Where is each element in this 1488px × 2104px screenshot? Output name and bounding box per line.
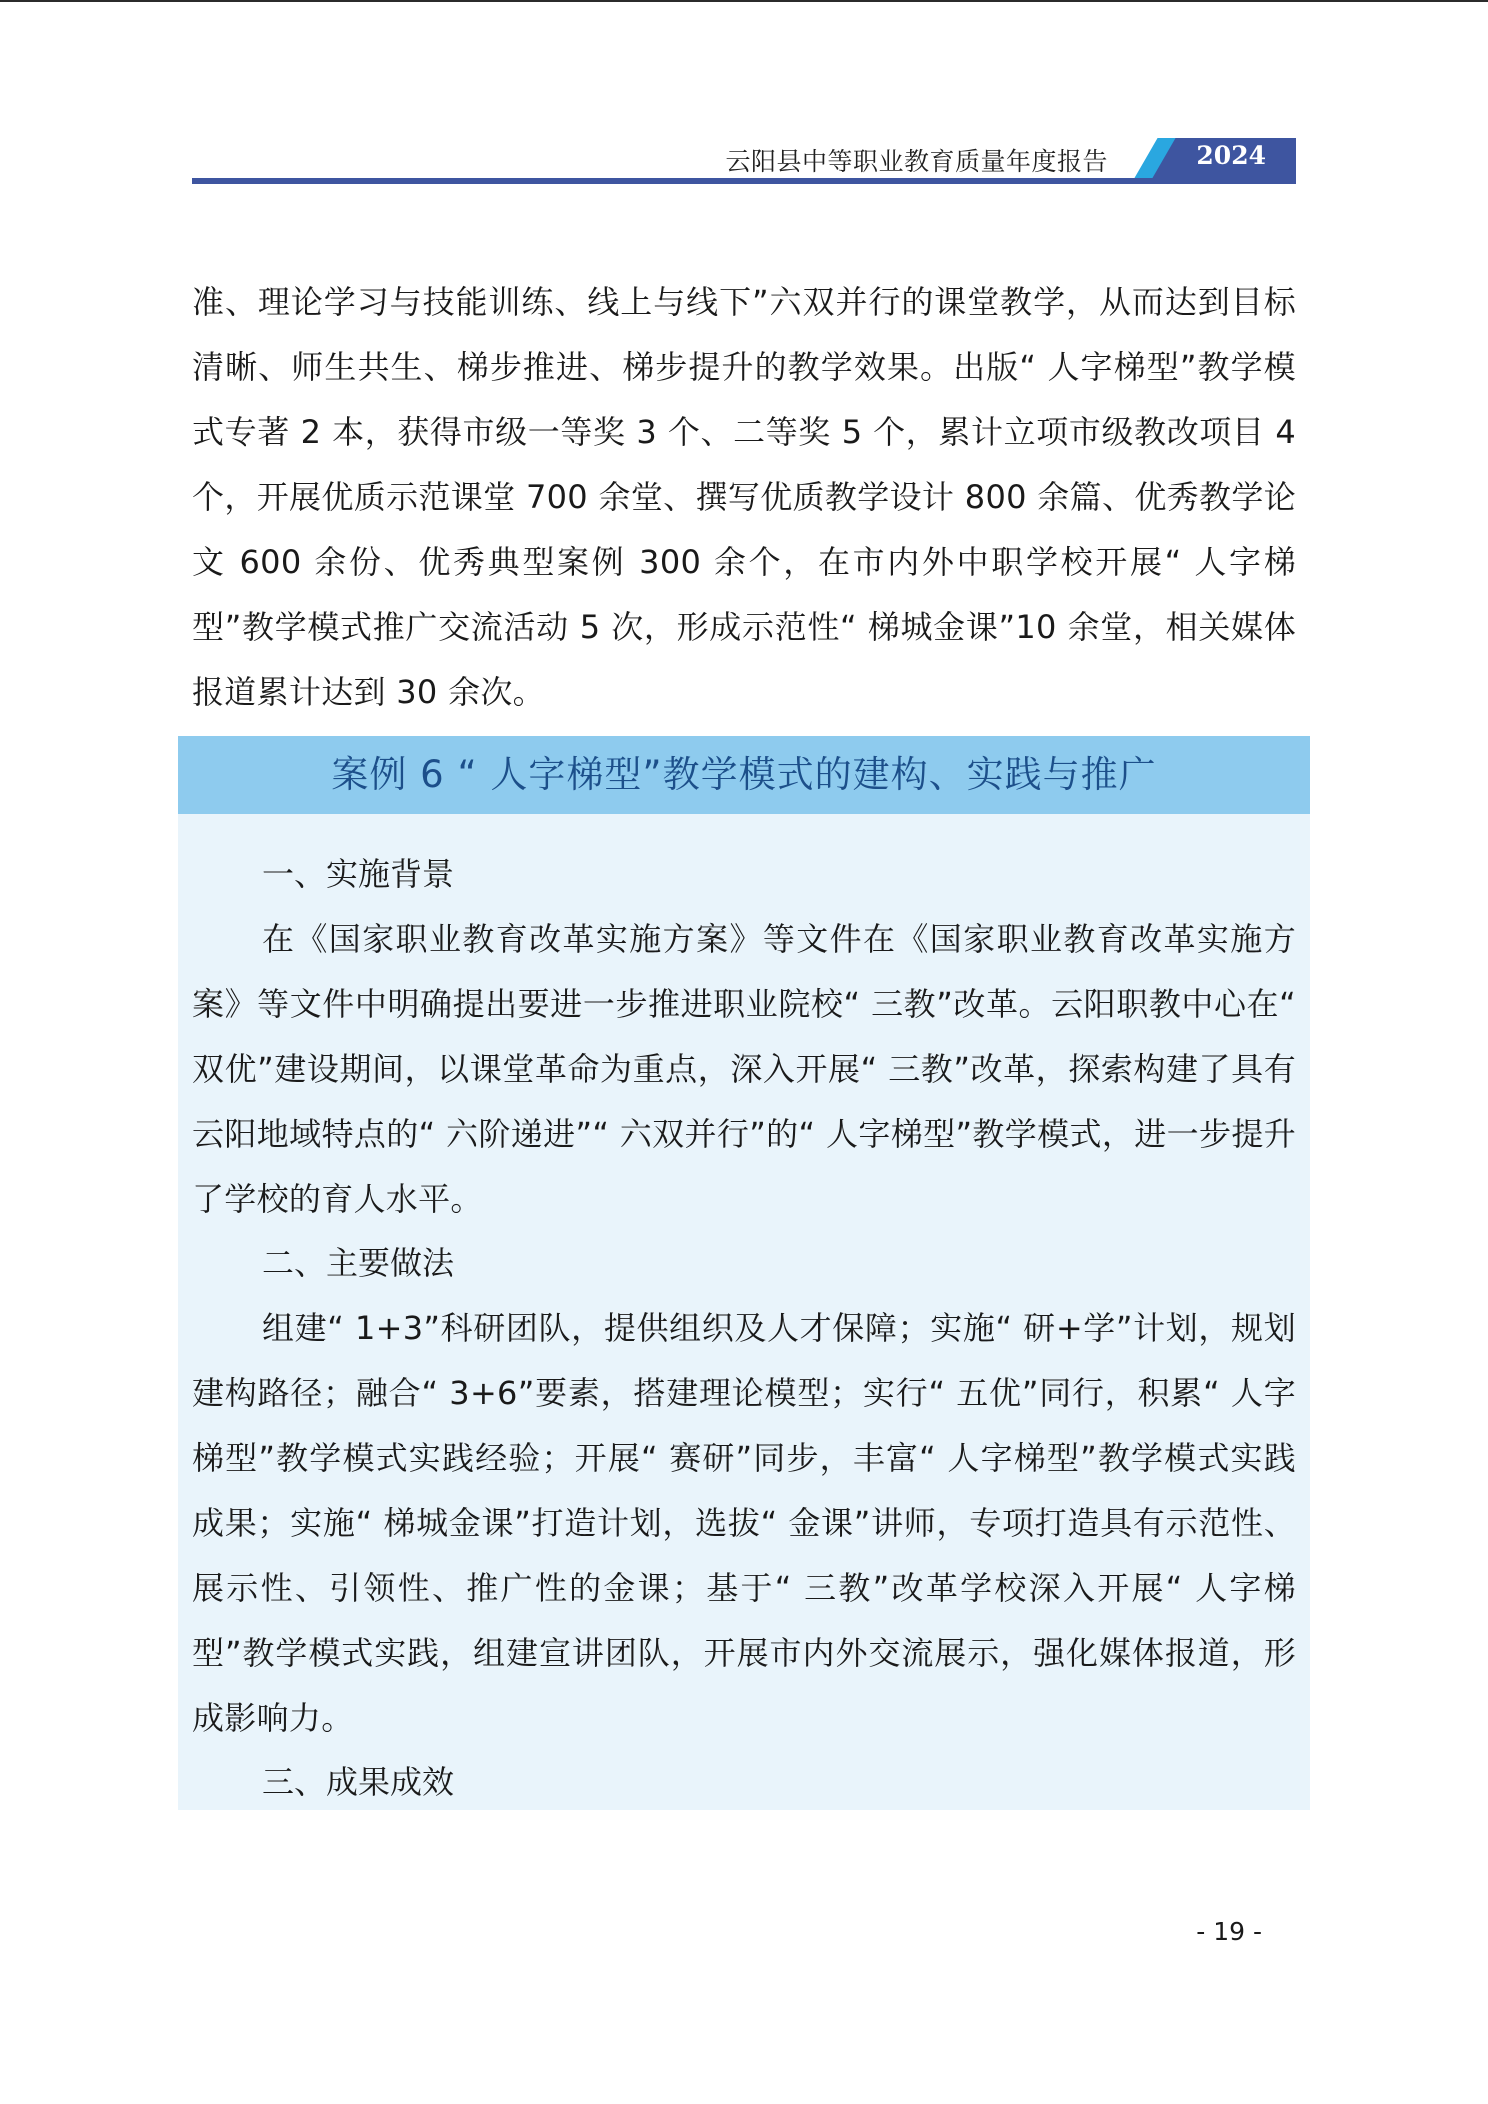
section-heading-background: 一、实施背景 <box>262 855 455 893</box>
intro-paragraph: 准、理论学习与技能训练、线上与线下”六双并行的课堂教学，从而达到目标清晰、师生共生、梯步推进、梯步提升的教学效果。出版“ 人字梯型”教学模式专著 2 本，获得市级一等奖 3 个、二等奖 5 个，累计立项市级教改项目 4 个，开展优质示范课堂 700 余堂、撰写优质教学设计 800 余篇、优秀教学论文 600 余份、优秀典型案例 300 余个，在市内外中职学校开展“ 人字梯型”教学模式推广交流活动 5 次，形成示范性“ 梯城金课”10 余堂，相关媒体报道累计达到 30 余次。 <box>192 283 1296 711</box>
report-title: 云阳县中等职业教育质量年度报告 <box>725 147 1108 176</box>
page-number: - 19 - <box>1196 1917 1262 1946</box>
case-title: 案例 6 “ 人字梯型”教学模式的建构、实践与推广 <box>331 753 1157 796</box>
top-border-line <box>0 0 1488 2</box>
case-title-bar <box>178 736 1310 814</box>
section-paragraph-methods: 组建“ 1+3”科研团队，提供组织及人才保障；实施“ 研+学”计划，规划建构路径；融合“ 3+6”要素，搭建理论模型；实行“ 五优”同行，积累“ 人字梯型”教学模式实践经验；开展“ 赛研”同步，丰富“ 人字梯型”教学模式实践成果；实施“ 梯城金课”打造计划，选拔“ 金课”讲师，专项打造具有示范性、展示性、引领性、推广性的金课；基于“ 三教”改革学校深入开展“ 人字梯型”教学模式实践，组建宣讲团队，开展市内外交流展示，强化媒体报道，形成影响力。 <box>192 1309 1296 1737</box>
report-year: 2024 <box>1196 141 1266 170</box>
section-heading-results: 三、成果成效 <box>262 1763 455 1801</box>
section-paragraph-background: 在《国家职业教育改革实施方案》等文件在《国家职业教育改革实施方案》等文件中明确提出要进一步推进职业院校“ 三教”改革。云阳职教中心在“ 双优”建设期间，以课堂革命为重点，深入开展“ 三教”改革，探索构建了具有云阳地域特点的“ 六阶递进”“ 六双并行”的“ 人字梯型”教学模式，进一步提升了学校的育人水平。 <box>192 920 1296 1218</box>
section-heading-methods: 二、主要做法 <box>262 1244 455 1282</box>
header-underline <box>192 178 1296 184</box>
page-header <box>192 138 1296 184</box>
